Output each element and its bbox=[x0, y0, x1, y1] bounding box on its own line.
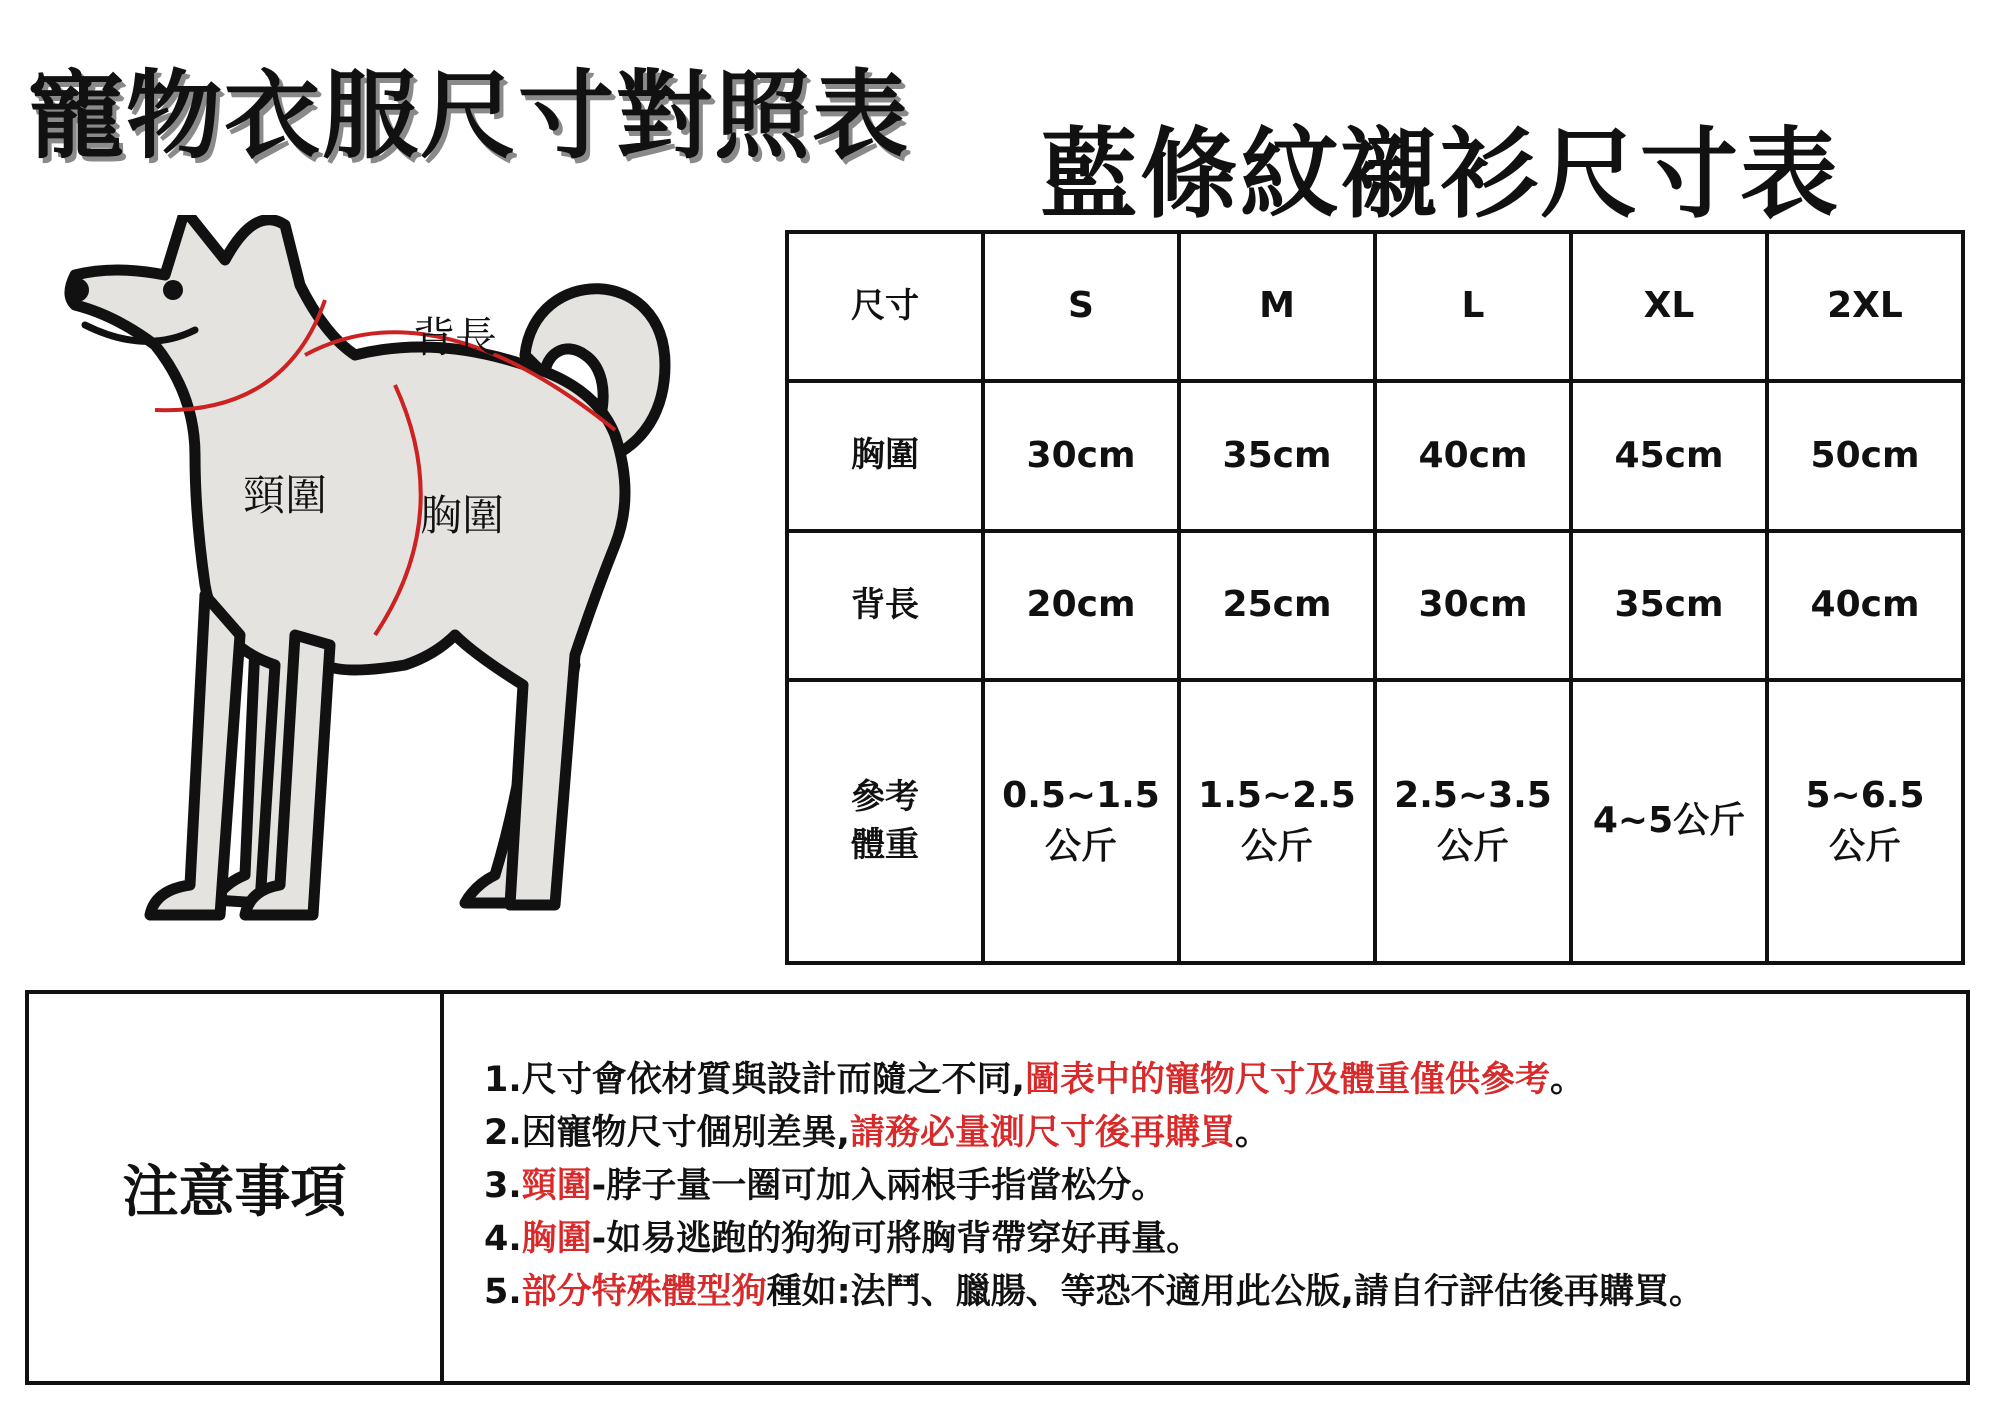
header-cell-2xl: 2XL bbox=[1767, 232, 1963, 381]
table-cell: 40cm bbox=[1767, 531, 1963, 680]
table-cell: 30cm bbox=[1375, 531, 1571, 680]
note-text: 3. bbox=[484, 1166, 522, 1206]
table-cell: 35cm bbox=[1571, 531, 1767, 680]
table-cell bbox=[1375, 680, 1571, 963]
row-label-cell: 胸圍 bbox=[787, 381, 983, 530]
table-row bbox=[787, 680, 1963, 963]
size-table-title: 藍條紋襯衫尺寸表 bbox=[1040, 118, 1841, 232]
notes-box bbox=[25, 990, 1970, 1385]
table-cell: 30cm bbox=[983, 381, 1179, 530]
header-cell-m: M bbox=[1179, 232, 1375, 381]
table-row bbox=[787, 381, 1963, 530]
cell-line: 0.5~1.5 bbox=[1002, 775, 1160, 817]
note-item bbox=[484, 1213, 1966, 1266]
back-length-label: 背長 bbox=[413, 313, 498, 362]
chest-label: 胸圍 bbox=[420, 491, 505, 540]
table-row bbox=[787, 531, 1963, 680]
cell-line: 體重 bbox=[851, 824, 919, 865]
header-cell-size: 尺寸 bbox=[787, 232, 983, 381]
table-cell: 40cm bbox=[1375, 381, 1571, 530]
note-highlight: 部分特殊體型狗 bbox=[521, 1272, 767, 1312]
cell-line: 1.5~2.5 bbox=[1198, 775, 1356, 817]
dog-eye bbox=[163, 280, 183, 300]
size-table bbox=[785, 230, 1965, 965]
note-item bbox=[484, 1266, 1966, 1319]
table-cell: 45cm bbox=[1571, 381, 1767, 530]
header-cell-l: L bbox=[1375, 232, 1571, 381]
table-cell: 20cm bbox=[983, 531, 1179, 680]
note-text: 4. bbox=[484, 1219, 522, 1259]
cell-line: 公斤 bbox=[1240, 825, 1313, 867]
dog-measurement-diagram bbox=[55, 215, 735, 935]
dog-nose bbox=[65, 278, 89, 302]
note-text: 種如:法鬥、臘腸、等恐不適用此公版,請自行評估後再購買。 bbox=[766, 1272, 1704, 1312]
row-label-cell bbox=[787, 680, 983, 963]
page-title: 寵物衣服尺寸對照表 bbox=[28, 60, 910, 172]
cell-line: 2.5~3.5 bbox=[1394, 775, 1552, 817]
notes-list bbox=[444, 994, 1966, 1381]
header-cell-xl: XL bbox=[1571, 232, 1767, 381]
note-highlight: 請務必量測尺寸後再購買 bbox=[849, 1113, 1235, 1153]
cell-line: 公斤 bbox=[1436, 825, 1509, 867]
table-cell bbox=[983, 680, 1179, 963]
note-highlight: 圖表中的寵物尺寸及體重僅供參考 bbox=[1024, 1060, 1550, 1100]
note-text: 。 bbox=[1234, 1113, 1270, 1153]
cell-line: 公斤 bbox=[1044, 825, 1117, 867]
note-text: -脖子量一圈可加入兩根手指當松分。 bbox=[591, 1166, 1167, 1206]
neck-label: 頸圍 bbox=[243, 471, 328, 520]
row-label-cell: 背長 bbox=[787, 531, 983, 680]
note-highlight: 頸圍 bbox=[521, 1166, 592, 1206]
dog-illustration bbox=[55, 215, 735, 935]
front-left-leg-shape bbox=[150, 595, 240, 915]
note-text: -如易逃跑的狗狗可將胸背帶穿好再量。 bbox=[591, 1219, 1202, 1259]
table-cell bbox=[1179, 680, 1375, 963]
note-text: 1.尺寸會依材質與設計而隨之不同, bbox=[484, 1060, 1025, 1100]
table-cell: 50cm bbox=[1767, 381, 1963, 530]
cell-line: 公斤 bbox=[1828, 825, 1901, 867]
note-highlight: 胸圍 bbox=[521, 1219, 592, 1259]
note-text: 5. bbox=[484, 1272, 522, 1312]
cell-line: 參考 bbox=[851, 776, 919, 817]
table-cell: 25cm bbox=[1179, 531, 1375, 680]
note-item bbox=[484, 1107, 1966, 1160]
notes-label: 注意事項 bbox=[29, 994, 444, 1381]
cell-line: 4~5公斤 bbox=[1592, 800, 1746, 842]
note-item bbox=[484, 1054, 1966, 1107]
note-item bbox=[484, 1160, 1966, 1213]
note-text: 。 bbox=[1549, 1060, 1585, 1100]
table-cell bbox=[1571, 680, 1767, 963]
cell-line: 5~6.5 bbox=[1805, 775, 1925, 817]
table-cell bbox=[1767, 680, 1963, 963]
table-header-row bbox=[787, 232, 1963, 381]
header-cell-s: S bbox=[983, 232, 1179, 381]
table-cell: 35cm bbox=[1179, 381, 1375, 530]
note-text: 2.因寵物尺寸個別差異, bbox=[484, 1113, 850, 1153]
